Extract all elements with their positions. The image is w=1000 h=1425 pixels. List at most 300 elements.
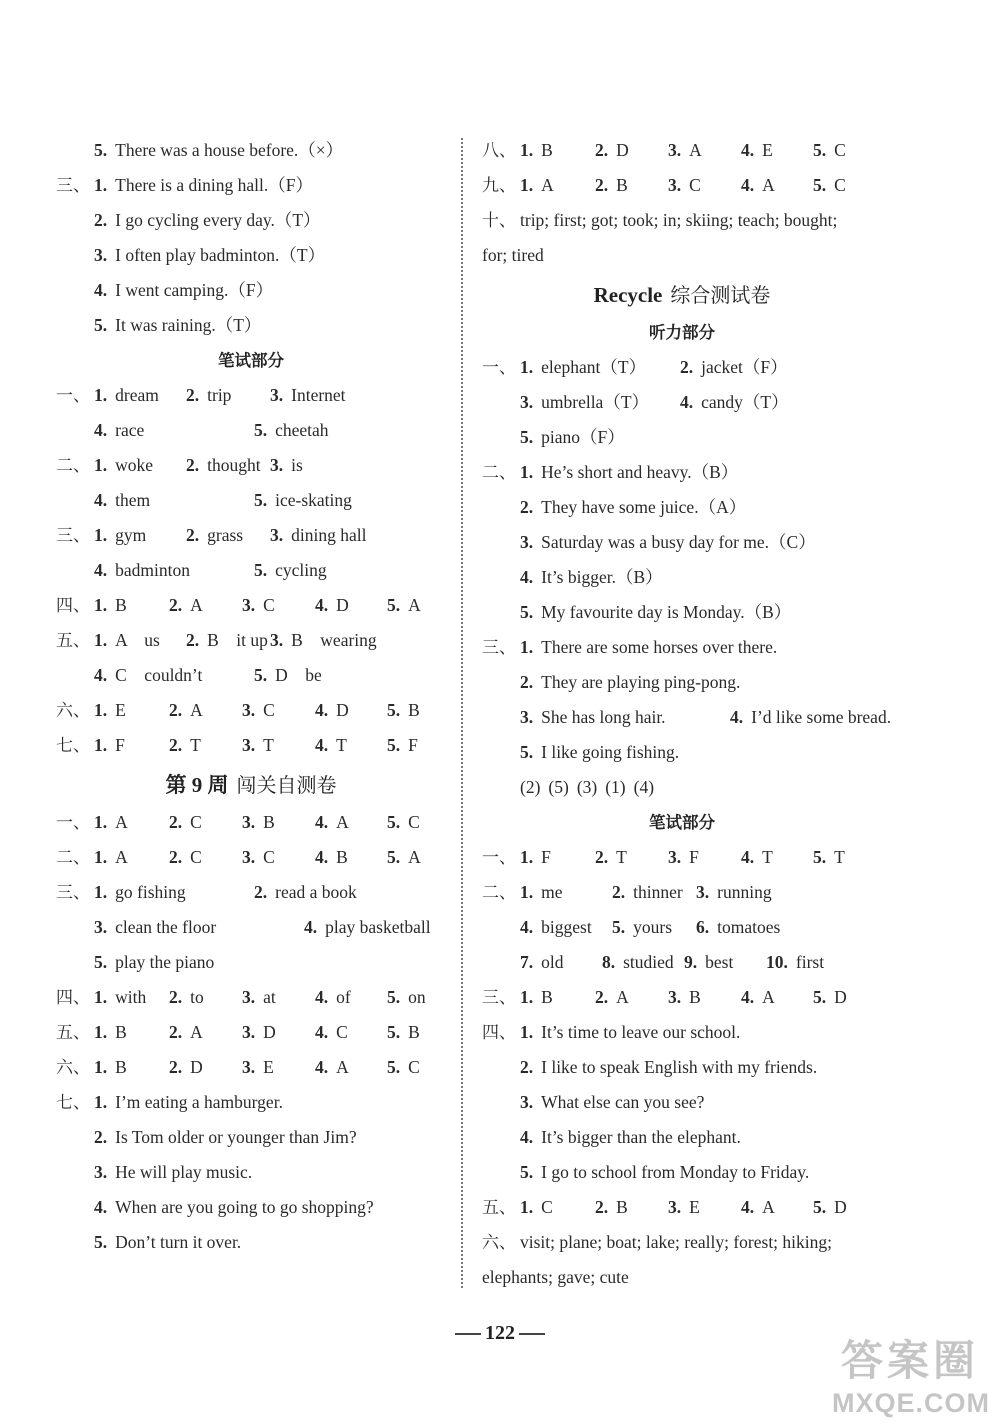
answer-row: [56, 1225, 446, 1260]
answer-row: [482, 1120, 882, 1155]
question-number: 2.: [169, 1057, 183, 1077]
section-number: 七、: [56, 1093, 90, 1113]
answer-row: [56, 1015, 446, 1050]
section-number: 三、: [482, 988, 516, 1008]
answer-value: I often play badminton.（T）: [115, 245, 326, 265]
answer-value: It’s time to leave our school.: [541, 1022, 741, 1042]
answer-item: [595, 980, 668, 1015]
answer-value: is: [291, 455, 303, 475]
answer-row: [56, 238, 446, 273]
section-number: 二、: [482, 883, 516, 903]
answer-value: A: [115, 847, 128, 867]
answer-item: [94, 273, 273, 308]
question-number: 5.: [813, 987, 827, 1007]
question-number: 3.: [696, 882, 710, 902]
answer-text: visit; plane; boat; lake; really; forest; hiking;: [520, 1232, 833, 1252]
answer-value: He’s short and heavy.（B）: [541, 462, 739, 482]
answer-value: C: [336, 1022, 348, 1042]
column-divider: [461, 138, 463, 1288]
question-number: 3.: [668, 987, 682, 1007]
question-number: 3.: [242, 1057, 256, 1077]
answer-item: [94, 1015, 169, 1050]
question-number: 5.: [387, 735, 401, 755]
question-number: 2.: [169, 595, 183, 615]
answer-item: [94, 945, 214, 980]
answer-item: [94, 623, 186, 658]
answer-value: go fishing: [115, 882, 186, 902]
question-number: 1.: [94, 630, 108, 650]
answer-value: B it up: [207, 630, 268, 650]
question-number: 5.: [813, 847, 827, 867]
question-number: 3.: [242, 1022, 256, 1042]
question-number: 2.: [595, 1197, 609, 1217]
question-number: 1.: [94, 175, 108, 195]
answer-item: [254, 658, 322, 693]
question-number: 4.: [94, 490, 108, 510]
section-number: 三、: [56, 176, 90, 196]
answer-row: [56, 483, 446, 518]
answer-row: [482, 203, 882, 238]
answer-value: D: [834, 987, 847, 1007]
answer-row: [482, 735, 882, 770]
order-item: (2): [520, 777, 541, 797]
answer-value: There is a dining hall.（F）: [115, 175, 313, 195]
question-number: 1.: [520, 882, 534, 902]
answer-row: [482, 350, 882, 385]
answer-value: A: [190, 595, 203, 615]
answer-item: [94, 1120, 357, 1155]
question-number: 10.: [766, 952, 788, 972]
answer-row: [482, 875, 882, 910]
answer-item: [94, 1155, 252, 1190]
answer-row: [482, 630, 882, 665]
question-number: 4.: [730, 707, 744, 727]
question-number: 5.: [612, 917, 626, 937]
answer-value: C: [263, 700, 275, 720]
answer-value: F: [689, 847, 699, 867]
section-number: 二、: [56, 456, 90, 476]
question-number: 1.: [520, 637, 534, 657]
question-number: 3.: [520, 532, 534, 552]
answer-value: B: [541, 987, 553, 1007]
answer-value: D: [616, 140, 629, 160]
question-number: 7.: [520, 952, 534, 972]
answer-value: trip: [207, 385, 232, 405]
answer-item: [730, 700, 891, 735]
answer-row: [56, 133, 446, 168]
answer-row: [482, 1225, 882, 1260]
answer-item: [668, 840, 741, 875]
question-number: 5.: [254, 490, 268, 510]
answer-text: trip; first; got; took; in; skiing; teach; bought;: [520, 210, 838, 230]
answer-item: [387, 1050, 420, 1085]
answer-value: T: [336, 735, 347, 755]
question-number: 4.: [315, 735, 329, 755]
answer-value: A: [762, 1197, 775, 1217]
answer-row: [482, 840, 882, 875]
page-number-dash-right: [519, 1333, 545, 1335]
answer-row: [56, 623, 446, 658]
question-number: 5.: [387, 987, 401, 1007]
answer-item: [94, 658, 254, 693]
answer-row: [482, 133, 882, 168]
question-number: 4.: [741, 140, 755, 160]
answer-value: What else can you see?: [541, 1092, 705, 1112]
question-number: 4.: [94, 560, 108, 580]
answer-row: [482, 168, 882, 203]
answer-row: [56, 875, 446, 910]
answer-item: [242, 805, 315, 840]
question-number: 5.: [813, 140, 827, 160]
answer-item: [668, 133, 741, 168]
answer-value: cycling: [275, 560, 327, 580]
answer-value: E: [263, 1057, 274, 1077]
answer-item: [94, 910, 304, 945]
answer-item: [520, 350, 680, 385]
answer-value: B wearing: [291, 630, 377, 650]
answer-value: B: [408, 1022, 420, 1042]
question-number: 2.: [254, 882, 268, 902]
section-number: 六、: [56, 701, 90, 721]
answer-item: [741, 840, 813, 875]
answer-value: D be: [275, 665, 322, 685]
answer-item: [94, 133, 343, 168]
answer-item: [254, 483, 352, 518]
answer-row: [482, 595, 882, 630]
question-number: 3.: [668, 140, 682, 160]
question-number: 5.: [813, 175, 827, 195]
question-number: 3.: [520, 707, 534, 727]
section-heading: 笔试部分: [649, 813, 715, 832]
answer-value: C: [190, 812, 202, 832]
answer-item: [520, 1085, 704, 1120]
answer-value: A: [616, 987, 629, 1007]
section-number: 十、: [482, 211, 516, 231]
question-number: 4.: [315, 812, 329, 832]
question-number: 3.: [668, 1197, 682, 1217]
answer-row: [56, 693, 446, 728]
answer-item: [242, 693, 315, 728]
question-number: 4.: [94, 665, 108, 685]
question-number: 1.: [94, 1057, 108, 1077]
section-number: 九、: [482, 176, 516, 196]
question-number: 2.: [595, 175, 609, 195]
watermark-logo: [749, 1326, 994, 1421]
answer-row: [56, 518, 446, 553]
answer-value: F: [115, 735, 125, 755]
question-number: 2.: [94, 210, 108, 230]
answer-item: [520, 455, 738, 490]
page-number-dash-left: [455, 1333, 481, 1335]
answer-value: They are playing ping-pong.: [541, 672, 741, 692]
answer-value: B: [541, 140, 553, 160]
answer-value: dining hall: [291, 525, 367, 545]
answer-item: [270, 623, 377, 658]
answer-item: [169, 588, 242, 623]
answer-item: [315, 840, 387, 875]
answer-value: best: [705, 952, 734, 972]
answer-row: [482, 1190, 882, 1225]
answer-item: [680, 350, 788, 385]
question-number: 5.: [254, 665, 268, 685]
answer-value: When are you going to go shopping?: [115, 1197, 374, 1217]
question-number: 5.: [387, 595, 401, 615]
answer-item: [169, 1015, 242, 1050]
answer-order-row: [482, 770, 882, 805]
question-number: 5.: [254, 560, 268, 580]
answer-item: [242, 980, 315, 1015]
question-number: 2.: [520, 672, 534, 692]
answer-value: F: [408, 735, 418, 755]
question-number: 3.: [94, 245, 108, 265]
answer-value: B: [616, 1197, 628, 1217]
answer-value: B: [115, 595, 127, 615]
answer-item: [387, 980, 426, 1015]
section-number: 四、: [56, 596, 90, 616]
answer-item: [520, 665, 740, 700]
answer-item: [520, 735, 679, 770]
question-number: 3.: [242, 595, 256, 615]
question-number: 4.: [94, 1197, 108, 1217]
question-number: 1.: [94, 385, 108, 405]
answer-item: [387, 805, 420, 840]
question-number: 5.: [94, 1232, 108, 1252]
answer-item: [315, 980, 387, 1015]
answer-value: I go to school from Monday to Friday.: [541, 1162, 810, 1182]
answer-item: [94, 1190, 374, 1225]
section-number: 八、: [482, 141, 516, 161]
question-number: 3.: [242, 987, 256, 1007]
page-number-value: 122: [485, 1322, 515, 1344]
answer-item: [520, 525, 816, 560]
answer-item: [94, 168, 313, 203]
question-number: 1.: [520, 175, 534, 195]
question-number: 5.: [94, 952, 108, 972]
answer-continuation: for; tired: [482, 245, 544, 265]
question-number: 2.: [680, 357, 694, 377]
answer-value: C: [834, 140, 846, 160]
question-number: 5.: [94, 315, 108, 335]
left-answer-column: [56, 133, 446, 1260]
answer-item: [520, 1050, 817, 1085]
answer-value: I like to speak English with my friends.: [541, 1057, 818, 1077]
question-number: 6.: [696, 917, 710, 937]
answer-value: It’s bigger.（B）: [541, 567, 663, 587]
answer-row: [56, 413, 446, 448]
answer-row: [482, 455, 882, 490]
section-number: 二、: [56, 848, 90, 868]
question-number: 4.: [520, 1127, 534, 1147]
answer-item: [254, 875, 357, 910]
answer-item: [741, 168, 813, 203]
answer-item: [169, 980, 242, 1015]
answer-row: [482, 525, 882, 560]
answer-item: [668, 980, 741, 1015]
section-number: 一、: [482, 358, 516, 378]
section-number: 二、: [482, 463, 516, 483]
question-number: 1.: [520, 847, 534, 867]
answer-item: [94, 805, 169, 840]
question-number: 3.: [270, 455, 284, 475]
watermark-chinese: 答案圈: [840, 1336, 979, 1385]
answer-item: [169, 693, 242, 728]
answer-value: B: [115, 1022, 127, 1042]
question-number: 4.: [741, 175, 755, 195]
answer-item: [813, 133, 846, 168]
section-number: 三、: [482, 638, 516, 658]
answer-value: A: [115, 812, 128, 832]
answer-row: [56, 840, 446, 875]
answer-item: [520, 980, 595, 1015]
answer-item: [595, 133, 668, 168]
answer-item: [169, 840, 242, 875]
answer-value: Saturday was a busy day for me.（C）: [541, 532, 816, 552]
answer-item: [520, 133, 595, 168]
answer-item: [315, 728, 387, 763]
question-number: 3.: [242, 700, 256, 720]
answer-item: [387, 840, 421, 875]
answer-item: [520, 385, 680, 420]
watermark-url: MXQE.COM: [831, 1388, 990, 1418]
answer-row: [56, 1120, 446, 1155]
answer-item: [684, 945, 766, 980]
answer-value: T: [762, 847, 773, 867]
answer-value: C: [689, 175, 701, 195]
answer-item: [813, 168, 846, 203]
answer-item: [94, 875, 254, 910]
test-title-name: 闯关自测卷: [236, 773, 337, 797]
section-number: 五、: [482, 1198, 516, 1218]
answer-item: [304, 910, 431, 945]
answer-value: A: [689, 140, 702, 160]
answer-row: [482, 700, 892, 735]
answer-value: A: [190, 700, 203, 720]
answer-item: [94, 980, 169, 1015]
answer-item: [668, 1190, 741, 1225]
answer-row: [482, 1015, 882, 1050]
answer-value: candy（T）: [701, 392, 789, 412]
answer-item: [520, 700, 730, 735]
question-number: 3.: [668, 175, 682, 195]
answer-value: with: [115, 987, 147, 1007]
answer-row: [482, 980, 882, 1015]
right-answer-column: [482, 133, 892, 1295]
question-number: 2.: [169, 847, 183, 867]
answer-item: [520, 910, 612, 945]
question-number: 2.: [169, 700, 183, 720]
answer-value: studied: [623, 952, 674, 972]
answer-value: E: [762, 140, 773, 160]
answer-item: [813, 1190, 847, 1225]
answer-value: C: [263, 595, 275, 615]
question-number: 1.: [94, 595, 108, 615]
answer-item: [94, 1085, 283, 1120]
question-number: 1.: [94, 847, 108, 867]
answer-value: A: [190, 1022, 203, 1042]
answer-row: [56, 588, 446, 623]
question-number: 2.: [169, 812, 183, 832]
answer-item: [387, 1015, 420, 1050]
answer-value: There are some horses over there.: [541, 637, 778, 657]
answer-value: old: [541, 952, 564, 972]
order-item: (1): [605, 777, 626, 797]
answer-item: [315, 1015, 387, 1050]
answer-value: on: [408, 987, 426, 1007]
question-number: 2.: [595, 140, 609, 160]
answer-value: It was raining.（T）: [115, 315, 262, 335]
answer-item: [595, 168, 668, 203]
answer-value: thought: [207, 455, 261, 475]
answer-value: B: [689, 987, 701, 1007]
question-number: 5.: [387, 847, 401, 867]
answer-item: [242, 1050, 315, 1085]
answer-value: B: [115, 1057, 127, 1077]
question-number: 2.: [186, 525, 200, 545]
answer-value: C: [541, 1197, 553, 1217]
answer-value: biggest: [541, 917, 592, 937]
question-number: 2.: [612, 882, 626, 902]
answer-item: [520, 560, 663, 595]
answer-item: [242, 728, 315, 763]
answer-item: [315, 805, 387, 840]
question-number: 1.: [520, 1197, 534, 1217]
answer-row: [482, 385, 882, 420]
question-number: 5.: [387, 812, 401, 832]
question-number: 1.: [94, 812, 108, 832]
answer-item: [94, 728, 169, 763]
section-number: 五、: [56, 631, 90, 651]
question-number: 2.: [520, 497, 534, 517]
question-number: 2.: [186, 455, 200, 475]
answer-value: ice-skating: [275, 490, 352, 510]
answer-item: [315, 1050, 387, 1085]
answer-item: [696, 875, 772, 910]
answer-value: I’d like some bread.: [751, 707, 892, 727]
answer-row: [482, 1155, 882, 1190]
answer-item: [387, 728, 418, 763]
answer-item: [766, 945, 824, 980]
answer-row: [482, 910, 882, 945]
question-number: 5.: [520, 742, 534, 762]
answer-row: [56, 910, 446, 945]
question-number: 4.: [741, 847, 755, 867]
answer-row: [56, 1050, 446, 1085]
answer-row: [482, 490, 882, 525]
answer-row: [56, 1155, 446, 1190]
question-number: 1.: [94, 882, 108, 902]
answer-value: He will play music.: [115, 1162, 253, 1182]
answer-value: yours: [633, 917, 673, 937]
answer-item: [520, 840, 595, 875]
answer-item: [186, 518, 270, 553]
answer-item: [270, 448, 303, 483]
answer-row: [56, 980, 446, 1015]
test-title-name: 综合测试卷: [670, 283, 771, 307]
answer-value: D: [336, 700, 349, 720]
answer-value: at: [263, 987, 276, 1007]
answer-row: [482, 420, 882, 455]
question-number: 3.: [270, 525, 284, 545]
question-number: 5.: [520, 427, 534, 447]
answer-item: [94, 553, 254, 588]
answer-value: of: [336, 987, 351, 1007]
answer-value: badminton: [115, 560, 190, 580]
answer-value: D: [336, 595, 349, 615]
answer-row: [56, 658, 446, 693]
answer-value: E: [689, 1197, 700, 1217]
answer-value: I went camping.（F）: [115, 280, 274, 300]
answer-value: E: [115, 700, 126, 720]
